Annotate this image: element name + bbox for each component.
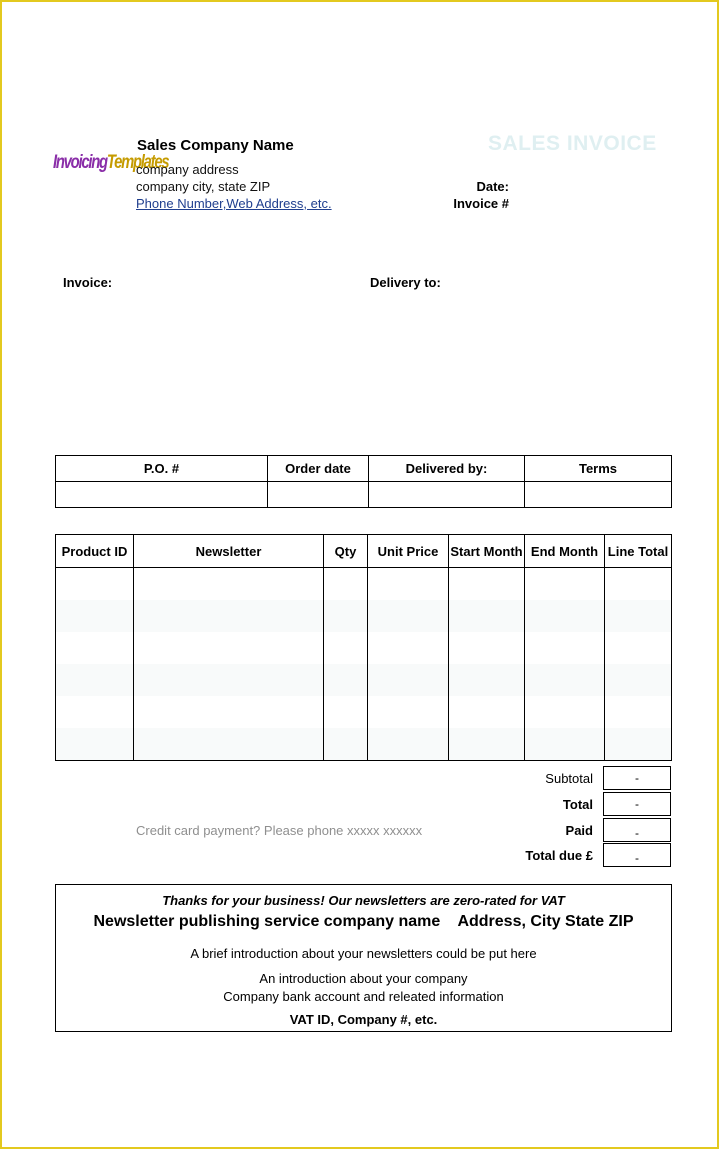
cell[interactable] bbox=[449, 568, 525, 601]
delivery-to-label: Delivery to: bbox=[370, 275, 441, 290]
cell[interactable] bbox=[368, 600, 449, 632]
cell[interactable] bbox=[324, 632, 368, 664]
cell[interactable] bbox=[605, 568, 672, 601]
cell[interactable] bbox=[134, 568, 324, 601]
table-row bbox=[56, 728, 672, 761]
cell[interactable] bbox=[605, 664, 672, 696]
cell[interactable] bbox=[368, 696, 449, 728]
cell[interactable] bbox=[525, 728, 605, 761]
cell[interactable] bbox=[56, 632, 134, 664]
delivered-by-cell[interactable] bbox=[369, 482, 525, 508]
order-info-table bbox=[55, 455, 672, 508]
company-contact-link[interactable]: Phone Number,Web Address, etc. bbox=[136, 196, 332, 211]
publisher-company-line: Newsletter publishing service company name Address, City State ZIP bbox=[93, 913, 634, 930]
cell[interactable] bbox=[368, 568, 449, 601]
cell[interactable] bbox=[449, 664, 525, 696]
cell[interactable] bbox=[134, 664, 324, 696]
cell[interactable] bbox=[324, 568, 368, 601]
total-label: Total bbox=[562, 797, 593, 812]
table-row bbox=[56, 696, 672, 728]
cell[interactable] bbox=[324, 600, 368, 632]
cell[interactable] bbox=[449, 728, 525, 761]
cell[interactable] bbox=[525, 696, 605, 728]
cell[interactable] bbox=[449, 600, 525, 632]
footer-box bbox=[55, 884, 672, 1032]
cell[interactable] bbox=[56, 600, 134, 632]
cell[interactable] bbox=[56, 664, 134, 696]
newsletter-header: Newsletter bbox=[134, 535, 324, 568]
total-due-label: Total due £ bbox=[525, 848, 593, 863]
company-name: Sales Company Name bbox=[137, 137, 294, 154]
paid-value[interactable]: - bbox=[603, 818, 671, 842]
invoice-title: SALES INVOICE bbox=[488, 132, 657, 155]
product-id-header: Product ID bbox=[56, 535, 134, 568]
unit-price-header: Unit Price bbox=[368, 535, 449, 568]
po-number-header: P.O. # bbox=[56, 456, 268, 482]
cell[interactable] bbox=[56, 568, 134, 601]
cell[interactable] bbox=[324, 728, 368, 761]
paid-label: Paid bbox=[565, 823, 593, 838]
order-date-cell[interactable] bbox=[268, 482, 369, 508]
cell[interactable] bbox=[324, 664, 368, 696]
terms-cell[interactable] bbox=[525, 482, 672, 508]
bank-info: Company bank account and releated information bbox=[223, 989, 504, 1004]
cell[interactable] bbox=[56, 696, 134, 728]
logo-text-part1: Invoicing bbox=[53, 152, 107, 173]
company-city: company city, state ZIP bbox=[136, 179, 271, 194]
cell[interactable] bbox=[605, 696, 672, 728]
order-date-header: Order date bbox=[268, 456, 369, 482]
table-row bbox=[56, 632, 672, 664]
company-intro: An introduction about your company bbox=[259, 971, 468, 986]
vat-line: VAT ID, Company #, etc. bbox=[289, 1012, 438, 1027]
cell[interactable] bbox=[368, 664, 449, 696]
start-month-header: Start Month bbox=[449, 535, 525, 568]
company-address: company address bbox=[136, 162, 239, 177]
cell[interactable] bbox=[134, 600, 324, 632]
cell[interactable] bbox=[525, 664, 605, 696]
logo-text-part2: Templates bbox=[106, 152, 169, 173]
credit-card-note: Credit card payment? Please phone xxxxx xxxxxx bbox=[136, 823, 423, 838]
total-due-value[interactable]: - bbox=[603, 843, 671, 867]
date-label: Date: bbox=[476, 179, 509, 194]
cell[interactable] bbox=[605, 600, 672, 632]
table-row bbox=[56, 568, 672, 601]
cell[interactable] bbox=[449, 696, 525, 728]
cell[interactable] bbox=[449, 632, 525, 664]
cell[interactable] bbox=[134, 728, 324, 761]
table-row bbox=[56, 600, 672, 632]
cell[interactable] bbox=[324, 696, 368, 728]
items-table bbox=[55, 534, 672, 761]
cell[interactable] bbox=[134, 696, 324, 728]
delivered-by-header: Delivered by: bbox=[369, 456, 525, 482]
terms-header: Terms bbox=[525, 456, 672, 482]
cell[interactable] bbox=[368, 728, 449, 761]
qty-header: Qty bbox=[324, 535, 368, 568]
cell[interactable] bbox=[525, 632, 605, 664]
line-total-header: Line Total bbox=[605, 535, 672, 568]
po-number-cell[interactable] bbox=[56, 482, 268, 508]
invoice-number-label: Invoice # bbox=[453, 196, 509, 211]
cell[interactable] bbox=[368, 632, 449, 664]
cell[interactable] bbox=[525, 568, 605, 601]
table-row bbox=[56, 664, 672, 696]
invoice-to-label: Invoice: bbox=[63, 275, 113, 290]
cell[interactable] bbox=[605, 632, 672, 664]
end-month-header: End Month bbox=[525, 535, 605, 568]
subtotal-label: Subtotal bbox=[545, 771, 593, 786]
cell[interactable] bbox=[525, 600, 605, 632]
total-value[interactable]: - bbox=[603, 792, 671, 816]
cell[interactable] bbox=[56, 728, 134, 761]
subtotal-value[interactable]: - bbox=[603, 766, 671, 790]
newsletters-intro: A brief introduction about your newsletters could be put here bbox=[190, 946, 537, 961]
cell[interactable] bbox=[605, 728, 672, 761]
cell[interactable] bbox=[134, 632, 324, 664]
thanks-note: Thanks for your business! Our newsletters are zero-rated for VAT bbox=[162, 893, 565, 908]
